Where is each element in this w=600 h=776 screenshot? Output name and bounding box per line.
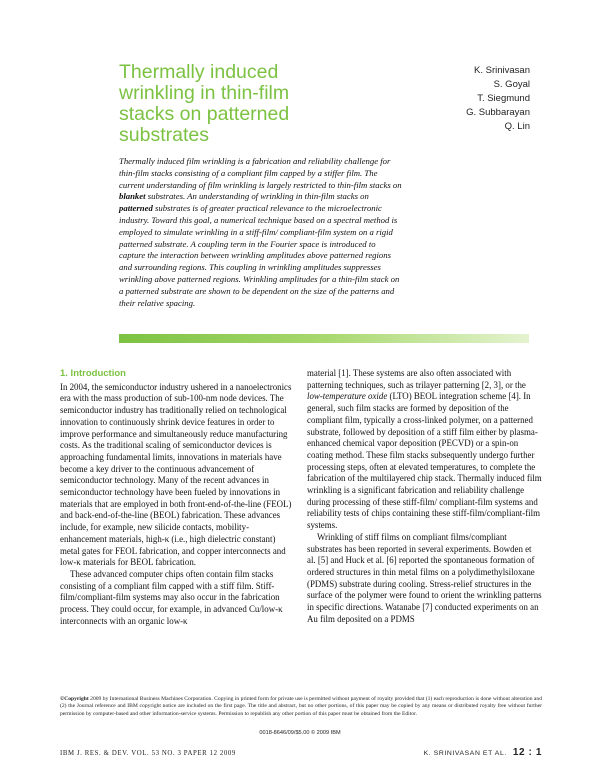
- body-paragraph: Wrinkling of stiff films on compliant films/compliant substrates has been reported in several experiments. Bowden et al. [5] and Huck et al. [6] reported the spontaneous formation of ordered structures in thin metal films on a polydimethylsiloxane (PDMS) substrate during cooling. Stress-relief structures in the surface of the polymer were found to orient the wrinkling patterns in specific directions. Watanabe [7] conducted experiments on an Au film deposited on a PDMS: [307, 531, 542, 624]
- abstract-emphasis: patterned: [119, 203, 153, 214]
- author-name: S. Goyal: [493, 79, 530, 90]
- body-text: material [1]. These systems are also often associated with patterning techniques, such as trilayer patterning [2, 3], or the: [307, 368, 526, 390]
- copyright-text: 2009 by International Business Machines Corporation. Copying in printed form for private use is permitted without payment of royalty provided that (1) each reproduction is done without alteration and (2) the Journal reference and IBM copyright notice are included on the first page. The title and abstract, but no other portions, of this paper may be copied by any means or distributed royalty free without further permission by computer-based and other information-service systems. Permission to republish any other portion of this paper must be obtained from the Editor.: [60, 696, 542, 717]
- body-paragraph: [307, 368, 542, 532]
- author-list: [466, 64, 530, 134]
- footer-authors: K. SRINIVASAN ET AL.: [423, 750, 507, 757]
- abstract-text: substrates. An understanding of wrinkling in thin-film stacks on: [145, 191, 369, 202]
- paper-title: Thermally induced wrinkling in thin-film stacks on patterned substrates: [119, 61, 290, 146]
- body-column-right: [307, 368, 542, 625]
- abstract-text: Thermally induced film wrinkling is a fabrication and reliability challenge for thin-film stacks consisting of a compliant film capped by a stiffer film. The current understanding of film wrinkling is largely restricted to thin-film stacks on: [119, 156, 402, 190]
- page-number: 12 : 1: [512, 747, 542, 758]
- doi-line: 0018-8646/09/$5.00 © 2009 IBM: [259, 730, 341, 736]
- author-name: K. Srinivasan: [474, 65, 530, 76]
- abstract-emphasis: blanket: [119, 191, 146, 202]
- body-paragraph: These advanced computer chips often contain film stacks consisting of a compliant film capped with a stiff film. Stiff-film/compliant-film systems may also occur in the fabrication process. They could occur, for example, in advanced Cu/low-κ interconnects with an organic low-κ: [60, 568, 283, 626]
- copyright-notice: [60, 696, 542, 718]
- body-italic-term: low-temperature oxide: [307, 391, 388, 402]
- author-name: T. Siegmund: [477, 93, 530, 104]
- section-divider-bar: [119, 334, 529, 343]
- body-text: (LTO) BEOL integration scheme [4]. In general, such film stacks are formed by deposition of the compliant film, typically a cross-linked polymer, on a patterned substrate, followed by deposition of a stiff film either by plasma-enhanced chemical vapor deposition (PECVD) or a spin-on coating method. These film stacks subsequently undergo further processing steps, often at elevated temperatures, to complete the fabrication of the multilayered chip stack. Thermally induced film wrinkling is a significant fabrication and reliability challenge during processing of these stiff-film/ compliant-film systems and reliability tests of chips containing these stiff-film/compliant-film systems.: [307, 391, 542, 531]
- body-paragraph: In 2004, the semiconductor industry ushered in a nanoelectronics era with the mass production of sub-100-nm node devices. The semiconductor industry has traditionally relied on technological innovation to continuously shrink device features in order to improve performance and simultaneously reduce manufacturing costs. As the traditional scaling of semiconductor devices is approaching fundamental limits, innovations in materials have become a key driver to the continuous advancement of semiconductor technology. Many of the recent advances in semiconductor technology have been fueled by innovations in materials that are employed in both front-end-of-the-line (FEOL) and back-end-of-the-line (BEOL) fabrication. These advances include, for example, new silicide contacts, mobility-enhancement materials, high-κ (i.e., high dielectric constant) metal gates for FEOL fabrication, and copper interconnects and low-κ materials for BEOL fabrication.: [60, 381, 292, 568]
- copyright-lead: ©Copyright: [60, 696, 89, 702]
- author-name: G. Subbarayan: [466, 107, 530, 118]
- section-heading: 1. Introduction: [60, 368, 126, 379]
- journal-footer: IBM J. RES. & DEV. VOL. 53 NO. 3 PAPER 12 2009: [60, 750, 236, 757]
- page-footer: [424, 747, 542, 758]
- body-column-left: [60, 368, 295, 627]
- abstract-text: substrates is of greater practical relevance to the microelectronic industry. Toward this goal, a numerical technique based on a spectral method is employed to simulate wrinkling in a stiff-film/ compliant-film system on a rigid patterned substrate. A coupling term in the Fourier space is introduced to capture the interaction between wrinkling amplitudes above patterned regions and surrounding regions. This coupling in wrinkling amplitudes suppresses wrinkling above patterned regions. Wrinkling amplitudes for a thin-film stack on a patterned substrate are shown to be dependent on the size of the patterns and their relative spacing.: [119, 203, 400, 308]
- author-name: Q. Lin: [504, 121, 530, 132]
- abstract: [119, 156, 402, 309]
